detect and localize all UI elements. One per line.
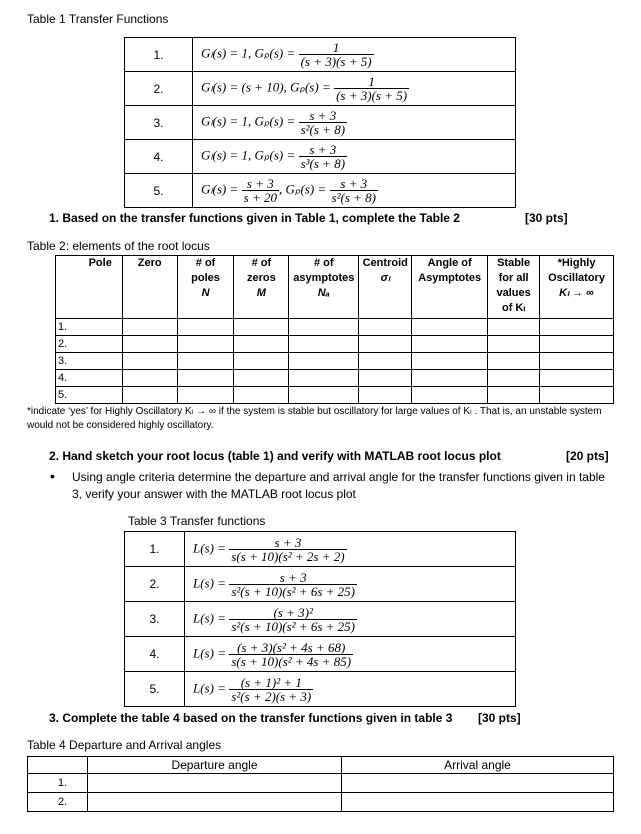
table2-cell[interactable]: [234, 370, 289, 387]
table2-cell[interactable]: [234, 387, 289, 404]
table2-cell[interactable]: [234, 336, 289, 353]
table2-header-line: Stable: [497, 257, 531, 269]
table1-row-number: 3.: [125, 106, 193, 140]
table2-cell[interactable]: [122, 336, 177, 353]
table4-title: Table 4 Departure and Arrival angles: [27, 738, 222, 752]
table2-title: Table 2: elements of the root locus: [27, 239, 210, 253]
table2-header-line: zeros: [247, 272, 276, 284]
table2-cell[interactable]: [540, 319, 614, 336]
equation-middle: , Gₚ(s) =: [278, 181, 327, 197]
table2-header-line: M: [256, 287, 266, 299]
table2-header-line: Kₗ → ∞: [559, 287, 594, 299]
ls-fraction: [229, 606, 357, 633]
table3-row: [125, 567, 516, 602]
question-3: 3. Complete the table 4 based on the transfer functions given in table 3: [49, 711, 453, 725]
table3-row-number: 2.: [125, 567, 185, 602]
table2-header-line: for all: [498, 272, 529, 284]
ls-fraction: [229, 676, 313, 703]
table2-cell[interactable]: [488, 353, 540, 370]
table1-title: Table 1 Transfer Functions: [27, 12, 169, 26]
ls-fraction: [229, 571, 357, 598]
table2-row-label: 2.: [56, 336, 123, 353]
table1-row: [125, 38, 516, 72]
table2-cell[interactable]: [540, 387, 614, 404]
table1-equation: [193, 72, 516, 106]
table1-equation: [193, 140, 516, 174]
table2-header-line: *Highly: [557, 257, 596, 269]
table2-header-line: # of: [195, 257, 216, 269]
table1: [124, 37, 516, 208]
table2-cell[interactable]: [412, 319, 488, 336]
table2-cell[interactable]: [488, 319, 540, 336]
table1-row: [125, 174, 516, 208]
table2-header-cell: [289, 256, 359, 319]
table2-footnote: *indicate ‘yes’ for Highly Oscillatory Kₗ → ∞ if the system is stable but oscillatory for large values of Kₗ . That is, an unstable system would not be considered highly oscillatory.: [27, 406, 602, 431]
table2-cell[interactable]: [359, 353, 412, 370]
table2-header-line: Pole: [88, 257, 112, 269]
gp-denominator: s³(s + 8): [300, 156, 346, 171]
ls-numerator: (s + 3)(s² + 4s + 68): [229, 641, 353, 655]
table2-cell[interactable]: [177, 353, 234, 370]
table2-row-label: 5.: [56, 387, 123, 404]
gp-denominator: (s + 3)(s + 5): [336, 88, 408, 103]
table3-row: [125, 672, 516, 707]
equation-lhs: L(s) =: [193, 540, 226, 556]
table2-header-cell: [177, 256, 234, 319]
ls-numerator: (s + 1)² + 1: [229, 676, 313, 690]
table4-departure-cell[interactable]: [88, 793, 342, 812]
table4-row-label: 1.: [28, 774, 88, 793]
gp-denominator: s + 20: [243, 190, 277, 205]
table3-equation: [185, 672, 516, 707]
table4-departure-cell[interactable]: [88, 774, 342, 793]
question-1-points: [30 pts]: [525, 211, 568, 225]
bullet-text: Using angle criteria determine the departure and arrival angle for the transfer functions given in table 3, verify your answer with the MATLAB root locus plot: [72, 470, 605, 501]
table2-cell[interactable]: [177, 319, 234, 336]
table2-header-line: # of: [251, 257, 272, 269]
gp-fraction: [334, 75, 409, 102]
table1-row-number: 2.: [125, 72, 193, 106]
question-2-points: [20 pts]: [566, 449, 609, 463]
table4-arrival-cell[interactable]: [342, 774, 614, 793]
table2-header-line: N: [201, 287, 210, 299]
table2-cell[interactable]: [359, 370, 412, 387]
table2-header-line: Nₐ: [317, 287, 330, 299]
table2-cell[interactable]: [488, 336, 540, 353]
equation-lhs: L(s) =: [193, 680, 226, 696]
table2-cell[interactable]: [289, 387, 359, 404]
table2-row: [56, 353, 614, 370]
ls-denominator: s²(s + 10)(s² + 6s + 25): [231, 583, 355, 599]
table2: [55, 255, 614, 404]
table2-row-label: 4.: [56, 370, 123, 387]
table2-header-line: values: [496, 287, 531, 299]
ls-denominator: s(s + 10)(s² + 4s + 85): [231, 653, 352, 669]
table2-cell[interactable]: [540, 353, 614, 370]
table2-cell[interactable]: [122, 387, 177, 404]
table2-cell[interactable]: [234, 319, 289, 336]
ls-denominator: s²(s + 10)(s² + 6s + 25): [231, 618, 355, 634]
table2-header-line: asymptotes: [293, 272, 355, 284]
gp-fraction: [299, 41, 374, 68]
table2-cell[interactable]: [177, 387, 234, 404]
ls-denominator: s²(s + 2)(s + 3): [231, 688, 312, 704]
table2-header-cell: [359, 256, 412, 319]
table2-header-cell: [488, 256, 540, 319]
gp-numerator: s + 3: [242, 177, 279, 191]
table2-header-cell: [234, 256, 289, 319]
ls-denominator: s(s + 10)(s² + 2s + 2): [231, 548, 345, 564]
table2-cell[interactable]: [359, 319, 412, 336]
table2-row: [56, 336, 614, 353]
table2-header-cell: [122, 256, 177, 319]
table2-row: [56, 319, 614, 336]
table4-row: [28, 793, 614, 812]
table4-row-label: 2.: [28, 793, 88, 812]
gp2-denominator: s²(s + 8): [331, 190, 376, 205]
table2-row-label: 3.: [56, 353, 123, 370]
equation-lhs: L(s) =: [193, 645, 226, 661]
table2-header-cell: [540, 256, 614, 319]
question-1: 1. Based on the transfer functions given in Table 1, complete the Table 2: [49, 211, 460, 225]
question-2: 2. Hand sketch your root locus (table 1) and verify with MATLAB root locus plot: [49, 449, 501, 463]
table4-header-arrival: Arrival angle: [342, 757, 614, 774]
table2-cell[interactable]: [177, 336, 234, 353]
bullet-icon: •: [50, 468, 55, 484]
table2-header-cell: [56, 256, 123, 319]
question-3-points: [30 pts]: [478, 711, 521, 725]
gp-fraction: [242, 177, 279, 204]
equation-lhs: Gₗ(s) = 1, Gₚ(s) =: [201, 113, 296, 129]
gp-numerator: 1: [299, 41, 374, 55]
table2-header-line: Oscillatory: [548, 272, 605, 284]
gp-denominator: s²(s + 8): [300, 122, 346, 137]
equation-lhs: L(s) =: [193, 610, 226, 626]
table1-equation: [193, 38, 516, 72]
table2-header-line: Asymptotes: [418, 272, 482, 284]
equation-lhs: Gₗ(s) = (s + 10), Gₚ(s) =: [201, 79, 331, 95]
table2-header-line: Zero: [137, 257, 162, 269]
table3-row: [125, 532, 516, 567]
equation-lhs: Gₗ(s) =: [201, 181, 239, 197]
table2-row: [56, 387, 614, 404]
table3-equation: [185, 602, 516, 637]
table2-cell[interactable]: [412, 353, 488, 370]
table3-row-number: 3.: [125, 602, 185, 637]
equation-lhs: L(s) =: [193, 575, 226, 591]
table1-row: [125, 72, 516, 106]
table2-cell[interactable]: [488, 370, 540, 387]
table2-row: [56, 370, 614, 387]
table2-cell[interactable]: [540, 336, 614, 353]
table2-cell[interactable]: [122, 319, 177, 336]
table1-row-number: 5.: [125, 174, 193, 208]
table4: [27, 756, 614, 812]
table2-cell[interactable]: [359, 336, 412, 353]
gp-fraction: [299, 143, 347, 170]
table2-cell[interactable]: [122, 370, 177, 387]
ls-numerator: s + 3: [229, 571, 357, 585]
table2-cell[interactable]: [540, 370, 614, 387]
equation-lhs: Gₗ(s) = 1, Gₚ(s) =: [201, 45, 296, 61]
table2-cell[interactable]: [177, 370, 234, 387]
gp-denominator: (s + 3)(s + 5): [300, 54, 372, 69]
table2-cell[interactable]: [289, 319, 359, 336]
table1-row-number: 1.: [125, 38, 193, 72]
table3-row-number: 1.: [125, 532, 185, 567]
table2-header-cell: [412, 256, 488, 319]
table4-header-departure: Departure angle: [88, 757, 342, 774]
table1-row: [125, 140, 516, 174]
table3-row-number: 4.: [125, 637, 185, 672]
table4-corner: [28, 757, 88, 774]
table1-row-number: 4.: [125, 140, 193, 174]
table2-header-line: poles: [191, 272, 220, 284]
table2-cell[interactable]: [289, 353, 359, 370]
equation-lhs: Gₗ(s) = 1, Gₚ(s) =: [201, 147, 296, 163]
table2-header-line: σₗ: [380, 272, 390, 284]
table2-header-line: of Kₗ: [501, 302, 526, 314]
table1-equation: [193, 174, 516, 208]
ls-fraction: [229, 536, 346, 563]
table2-cell[interactable]: [289, 336, 359, 353]
table3-equation: [185, 532, 516, 567]
ls-fraction: [229, 641, 353, 668]
ls-numerator: s + 3: [229, 536, 346, 550]
table3-row: [125, 602, 516, 637]
table3-row: [125, 637, 516, 672]
table2-cell[interactable]: [412, 387, 488, 404]
ls-numerator: (s + 3)²: [229, 606, 357, 620]
table2-cell[interactable]: [122, 353, 177, 370]
gp-fraction: [299, 109, 347, 136]
table2-row-label: 1.: [56, 319, 123, 336]
gp-numerator: s + 3: [299, 143, 347, 157]
table2-header-line: # of: [314, 257, 334, 269]
table2-cell[interactable]: [359, 387, 412, 404]
table3-title: Table 3 Transfer functions: [128, 514, 266, 528]
gp-numerator: 1: [334, 75, 409, 89]
table2-cell[interactable]: [289, 370, 359, 387]
table2-cell[interactable]: [234, 353, 289, 370]
gp-numerator: s + 3: [299, 109, 347, 123]
gp2-numerator: s + 3: [330, 177, 378, 191]
table2-header-line: Angle of: [427, 257, 472, 269]
table4-row: [28, 774, 614, 793]
gp2-fraction: [330, 177, 378, 204]
table2-cell[interactable]: [412, 336, 488, 353]
table1-row: [125, 106, 516, 140]
table3-equation: [185, 637, 516, 672]
table1-equation: [193, 106, 516, 140]
table2-cell[interactable]: [412, 370, 488, 387]
table2-cell[interactable]: [488, 387, 540, 404]
table3-equation: [185, 567, 516, 602]
table2-header-line: Centroid: [362, 257, 408, 269]
table4-arrival-cell[interactable]: [342, 793, 614, 812]
table3-row-number: 5.: [125, 672, 185, 707]
table3: [124, 531, 516, 707]
